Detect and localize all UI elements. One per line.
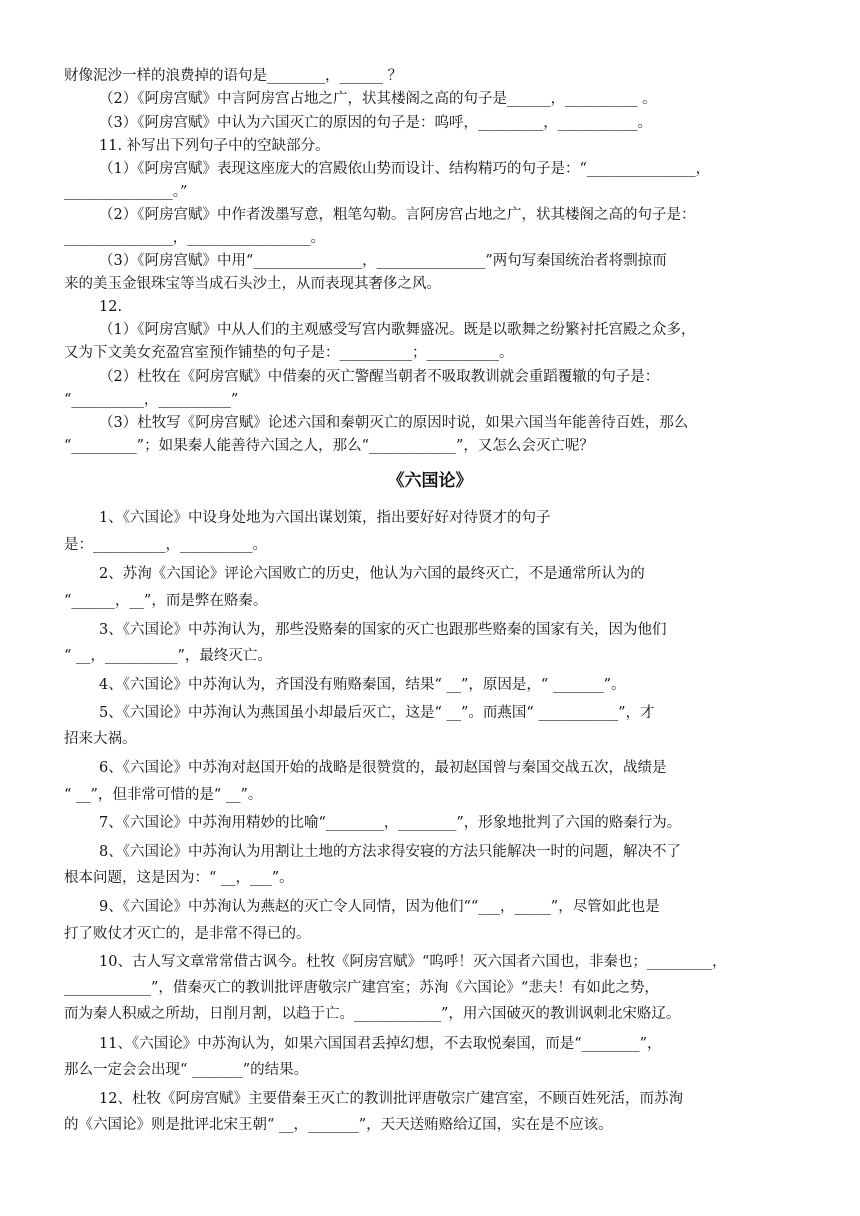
text-line: 3、《六国论》中苏洵认为，那些没赂秦的国家的灭亡也跟那些赂秦的国家有关，因为他们 bbox=[99, 622, 667, 638]
text-line: 11. 补写出下列句子中的空缺部分。 bbox=[99, 138, 330, 154]
text-line: 是：__________，__________。 bbox=[64, 537, 267, 553]
text-line: 打了败仗才灭亡的，是非常不得已的。 bbox=[64, 926, 311, 942]
text-line: ____________”，借秦灭亡的教训批评唐敬宗广建宫室；苏洵《六国论》“悲夫！有如此之势， bbox=[64, 980, 659, 996]
text-line: 12、杜牧《阿房宫赋》主要借秦王灭亡的教训批评唐敬宗广建宫室，不顾百姓死活，而苏洵 bbox=[99, 1091, 683, 1107]
section-title: 《六国论》 bbox=[387, 471, 473, 491]
text-line: 6、《六国论》中苏洵对赵国开始的战略是很赞赏的，最初赵国曾与秦国交战五次，战绩是 bbox=[99, 760, 667, 776]
text-line: “_________”；如果秦人能善待六国之人，那么“____________”，又怎么会灭亡呢？ bbox=[64, 438, 594, 454]
text-line: 而为秦人积威之所劫，日削月割，以趋于亡。____________”，用六国破灭的教训讽刺北宋赂辽。 bbox=[64, 1006, 681, 1022]
text-line: “ __”，但非常可惜的是“ __”。 bbox=[64, 787, 263, 803]
text-line: （3）《阿房宫赋》中用“_______________，_______________”两句写秦国统治者将剽掠而 bbox=[99, 253, 667, 269]
text-line: “ __，__________”，最终灭亡。 bbox=[64, 648, 272, 664]
text-line: 的《六国论》则是批评北宋王朝“ __，_______”，天天送贿赂给辽国，实在是不应该。 bbox=[64, 1117, 613, 1133]
text-line: 那么一定会会出现“ _______”的结果。 bbox=[64, 1062, 309, 1078]
text-line: 财像泥沙一样的浪费掉的语句是________，______ ？ bbox=[64, 68, 403, 84]
text-line: 5、《六国论》中苏洵认为燕国虽小却最后灭亡，这是“ __”。而燕国“ ___________”，才 bbox=[99, 705, 655, 721]
text-line: 2、苏洵《六国论》评论六国败亡的历史，他认为六国的最终灭亡，不是通常所认为的 bbox=[99, 566, 645, 582]
text-line: _______________。” bbox=[64, 184, 188, 200]
text-line: （1）《阿房宫赋》中从人们的主观感受写宫内歌舞盛况。既是以歌舞之纷繁衬托宫殿之众多， bbox=[99, 322, 696, 338]
text-line: 12. bbox=[99, 299, 123, 315]
text-line: “______，__”，而是弊在赂秦。 bbox=[64, 593, 268, 609]
text-line: 11、《六国论》中苏洵认为，如果六国国君丢掉幻想，不去取悦秦国，而是“________”， bbox=[99, 1036, 662, 1052]
text-line: 10、古人写文章常常借古讽今。杜牧《阿房宫赋》“呜呼！灭六国者六国也，非秦也；_________， bbox=[99, 954, 727, 970]
text-line: 9、《六国论》中苏洵认为燕赵的灭亡令人同情，因为他们““___，_____”，尽管如此也是 bbox=[99, 899, 660, 915]
text-line: （3）《阿房宫赋》中认为六国灭亡的原因的句子是：呜呼，_________，___________。 bbox=[99, 115, 652, 131]
text-line: 招来大祸。 bbox=[64, 731, 137, 747]
text-line: 7、《六国论》中苏洵用精妙的比喻“________，________”，形象地批判了六国的赂秦行为。 bbox=[99, 815, 682, 831]
text-line: 根本问题，这是因为：“ __，___”。 bbox=[64, 870, 294, 886]
text-line: 1、《六国论》中设身处地为六国出谋划策，指出要好好对待贤才的句子 bbox=[99, 510, 551, 526]
text-line: 来的美玉金银珠宝等当成石头沙土，从而表现其奢侈之风。 bbox=[64, 276, 441, 292]
text-line: 又为下文美女充盈宫室预作铺垫的句子是：__________；__________。 bbox=[64, 345, 514, 361]
text-line: _______________，_________________。 bbox=[64, 230, 325, 246]
text-line: （2）《阿房宫赋》中言阿房宫占地之广，状其楼阁之高的句子是______，__________ 。 bbox=[99, 91, 657, 107]
text-line: 4、《六国论》中苏洵认为，齐国没有贿赂秦国，结果“ __”，原因是，“ _______”。 bbox=[99, 677, 626, 693]
text-line: （3）杜牧写《阿房宫赋》论述六国和秦朝灭亡的原因时说，如果六国当年能善待百姓，那么 bbox=[99, 415, 689, 431]
text-line: “__________，__________” bbox=[64, 392, 239, 408]
text-line: （2）《阿房宫赋》中作者泼墨写意，粗笔勾勒。言阿房宫占地之广，状其楼阁之高的句子是： bbox=[99, 207, 696, 223]
text-line: 8、《六国论》中苏洵认为用割让土地的方法求得安寝的方法只能解决一时的问题，解决不了 bbox=[99, 844, 681, 860]
text-line: （2）杜牧在《阿房宫赋》中借秦的灭亡警醒当朝者不吸取教训就会重蹈覆辙的句子是： bbox=[99, 369, 660, 385]
text-line: （1）《阿房宫赋》表现这座庞大的宫殿依山势而设计、结构精巧的句子是：“_______________， bbox=[99, 161, 711, 177]
